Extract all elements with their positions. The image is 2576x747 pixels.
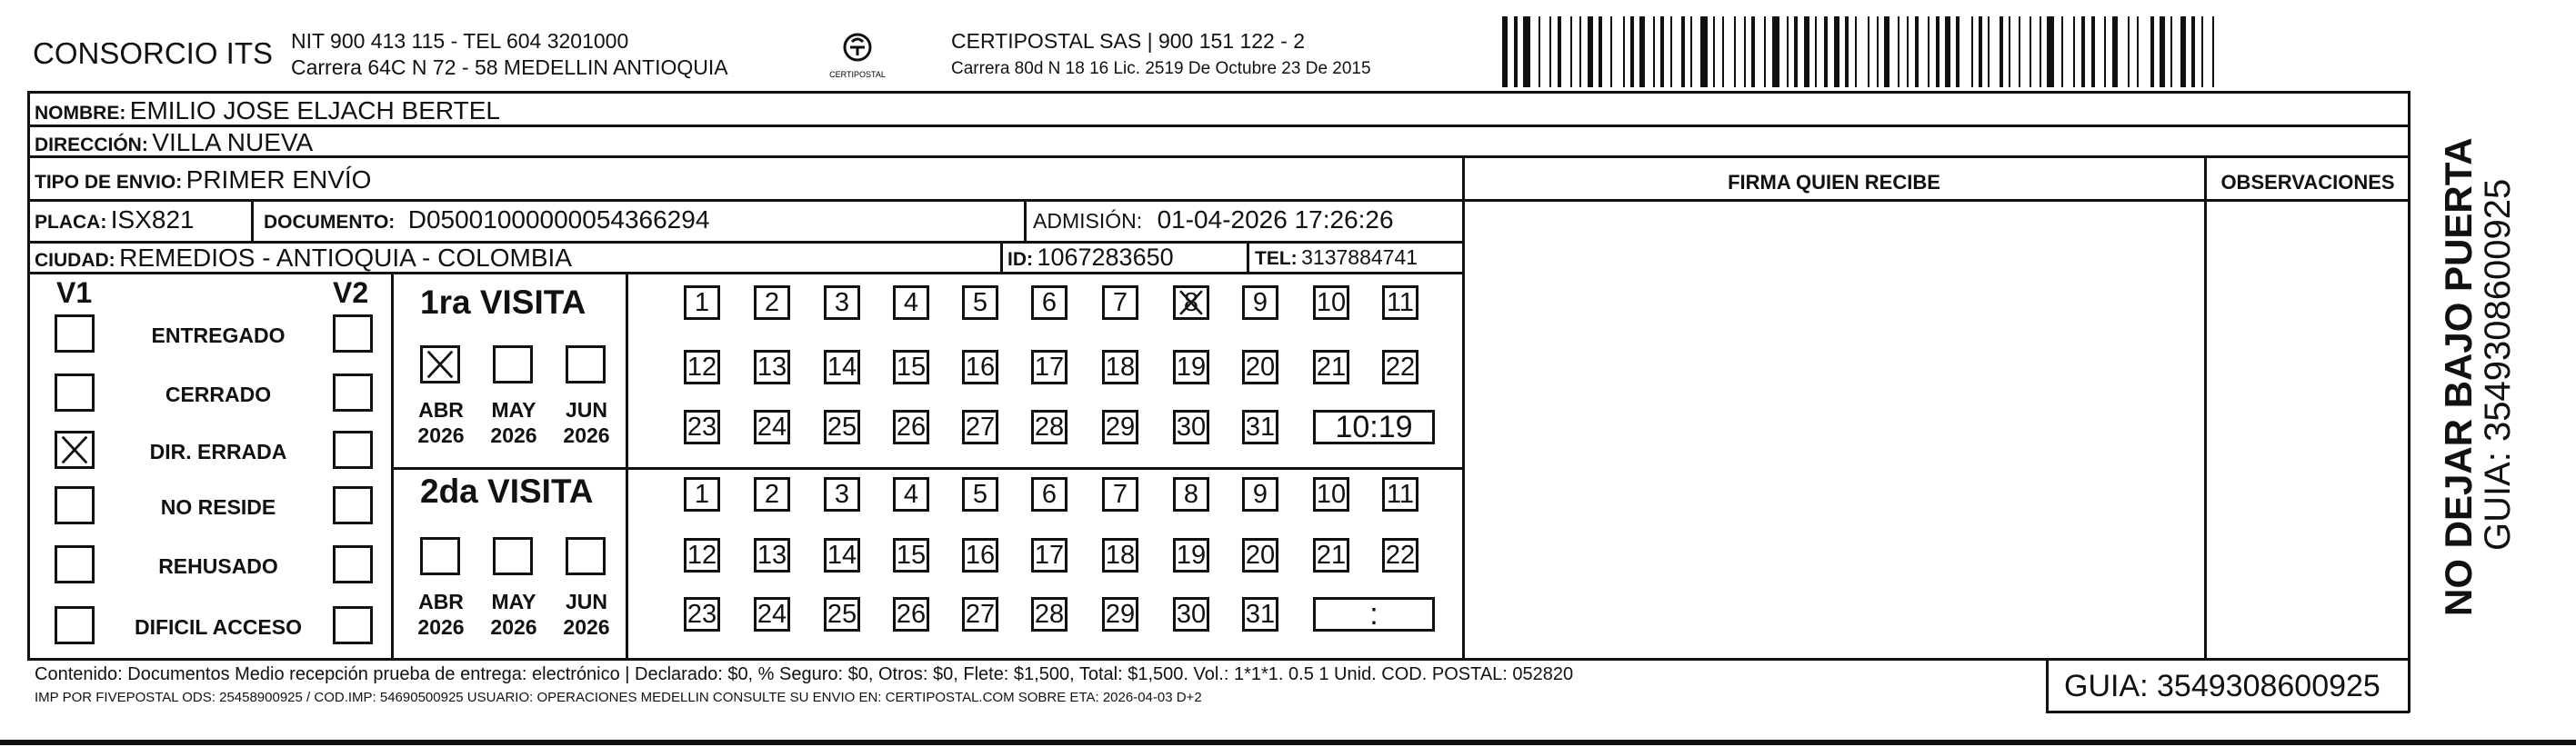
visit2-day-number: 25 (827, 599, 857, 629)
visit1-day-box (1173, 285, 1209, 320)
certipostal-logo-icon (826, 27, 889, 82)
visit1-day-box (824, 285, 860, 320)
admision-value: 01-04-2026 17:26:26 (1157, 205, 1394, 234)
ciudad-value: REMEDIOS - ANTIOQUIA - COLOMBIA (119, 244, 572, 272)
visit2-day-box (684, 538, 720, 573)
documento-field (264, 207, 709, 233)
visit1-day-box (1173, 410, 1209, 444)
visit1-day-box (1382, 350, 1418, 384)
visit2-day-number: 19 (1176, 540, 1207, 570)
v1-checkbox (55, 314, 95, 353)
admision-field (1033, 207, 1394, 233)
visit2-day-number: 2 (764, 479, 780, 509)
visit2-time-value: : (1369, 596, 1378, 632)
visit1-day-box (962, 350, 998, 384)
visit2-day-number: 30 (1176, 599, 1207, 629)
visit2-day-number: 1 (694, 479, 710, 509)
direccion-value: VILLA NUEVA (152, 128, 314, 156)
visit1-day-box (1242, 410, 1278, 444)
visit2-day-box (1242, 597, 1278, 632)
company-nit: NIT 900 413 115 - TEL 604 3201000 (291, 29, 629, 53)
documento-label: DOCUMENTO: (264, 212, 396, 233)
visit1-day-number: 18 (1105, 352, 1136, 382)
visit1-day-number: 24 (757, 412, 787, 442)
documento-value: D05001000000054366294 (407, 205, 710, 234)
visit1-day-number: 8 (1183, 287, 1199, 317)
visit2-day-box (1102, 597, 1138, 632)
v2-header: V2 (333, 276, 369, 309)
tel-label: TEL: (1255, 248, 1298, 269)
status-label: DIR. ERRADA (149, 440, 287, 463)
visit1-day-box (962, 285, 998, 320)
visit2-month-checkbox (566, 537, 606, 575)
status-label: DIFICIL ACCESO (134, 615, 302, 639)
visit2-day-box (1382, 538, 1418, 573)
visit2-day-box (1173, 538, 1209, 573)
visit1-time-box (1313, 410, 1435, 444)
v1-checkbox (55, 606, 95, 644)
visit1-day-number: 28 (1034, 412, 1065, 442)
visit1-month-label: ABR (418, 398, 464, 422)
visit1-day-number: 30 (1176, 412, 1207, 442)
visit2-day-number: 13 (757, 540, 787, 570)
visit2-day-box (893, 597, 929, 632)
v2-checkbox (333, 431, 373, 469)
visit1-day-box (684, 350, 720, 384)
visit2-day-number: 15 (896, 540, 927, 570)
visit2-day-box (1031, 477, 1067, 512)
visit2-time-box (1313, 597, 1435, 632)
nombre-label: NOMBRE: (35, 103, 126, 124)
v1-checkbox (55, 545, 95, 583)
visit2-year-label: 2026 (490, 615, 537, 639)
visit1-day-number: 14 (827, 352, 857, 382)
visit1-day-number: 3 (834, 287, 850, 317)
visit1-day-box (1102, 350, 1138, 384)
v1-header: V1 (56, 276, 93, 309)
visit2-month-label: JUN (565, 590, 607, 613)
placa-field (35, 207, 195, 233)
visit2-day-box (1242, 538, 1278, 573)
visit1-day-number: 2 (764, 287, 780, 317)
visit2-day-box (1173, 597, 1209, 632)
visit1-day-number: 26 (896, 412, 927, 442)
visit2-day-number: 22 (1385, 540, 1416, 570)
company-name: CONSORCIO ITS (33, 36, 274, 70)
visit1-day-number: 19 (1176, 352, 1207, 382)
visit1-day-box (1102, 285, 1138, 320)
visit2-day-box (1313, 477, 1349, 512)
company-address: Carrera 64C N 72 - 58 MEDELLIN ANTIOQUIA (291, 55, 728, 79)
visit1-day-box (684, 410, 720, 444)
visit1-day-number: 21 (1316, 352, 1347, 382)
v2-checkbox (333, 545, 373, 583)
barcode (1502, 16, 2230, 87)
admision-label: ADMISIÓN: (1033, 209, 1143, 233)
visit2-day-box (893, 477, 929, 512)
firma-header: FIRMA QUIEN RECIBE (1728, 171, 1940, 194)
visit1-day-number: 6 (1041, 287, 1057, 317)
nombre-field (35, 98, 500, 124)
visit1-day-box (1031, 285, 1067, 320)
visit2-day-box (893, 538, 929, 573)
visit1-day-number: 23 (687, 412, 717, 442)
visit2-year-label: 2026 (417, 615, 465, 639)
status-label: REHUSADO (158, 554, 278, 578)
visit1-day-box (893, 285, 929, 320)
ciudad-field (35, 245, 572, 271)
visit2-day-number: 3 (834, 479, 850, 509)
visit1-day-box (684, 285, 720, 320)
visit1-day-number: 5 (972, 287, 988, 317)
visit2-day-number: 21 (1316, 540, 1347, 570)
direccion-field (35, 130, 313, 155)
visit2-month-checkbox (493, 537, 533, 575)
visit1-day-box (1242, 350, 1278, 384)
visit2-day-number: 23 (687, 599, 717, 629)
visit1-day-box (1313, 350, 1349, 384)
carrier-address: Carrera 80d N 18 16 Lic. 2519 De Octubre 23 De 2015 (951, 59, 1371, 78)
id-label: ID: (1007, 249, 1033, 270)
visit1-day-number: 17 (1034, 352, 1065, 382)
visit2-year-label: 2026 (563, 615, 610, 639)
visit2-day-number: 17 (1034, 540, 1065, 570)
visit1-month-checkbox (420, 345, 460, 383)
visit2-day-number: 29 (1105, 599, 1136, 629)
visit2-month-label: MAY (491, 590, 536, 613)
visit1-day-number: 25 (827, 412, 857, 442)
visit1-month-checkbox (493, 345, 533, 383)
visit2-day-box (824, 538, 860, 573)
visit2-day-number: 10 (1316, 479, 1347, 509)
visit1-year-label: 2026 (563, 423, 610, 447)
visit1-day-box (893, 410, 929, 444)
placa-value: ISX821 (110, 205, 195, 234)
visit1-year-label: 2026 (490, 423, 537, 447)
visit2-day-box (1031, 538, 1067, 573)
visit1-day-number: 31 (1245, 412, 1276, 442)
tipo-envio-label: TIPO DE ENVIO: (35, 172, 183, 193)
visit2-day-number: 7 (1112, 479, 1128, 509)
v1-checkbox (55, 486, 95, 524)
visit2-day-box (1313, 538, 1349, 573)
v1-checkbox (55, 431, 95, 469)
visit1-day-number: 29 (1105, 412, 1136, 442)
visit2-day-number: 12 (687, 540, 717, 570)
visit1-day-number: 9 (1252, 287, 1268, 317)
visit1-day-box (1242, 285, 1278, 320)
tipo-envio-value: PRIMER ENVÍO (185, 165, 372, 194)
tel-field (1255, 247, 1418, 268)
visit2-month-label: ABR (418, 590, 464, 613)
side-guia: GUIA: 3549308600925 (2478, 178, 2518, 551)
visit2-day-number: 18 (1105, 540, 1136, 570)
visit2-day-box (962, 538, 998, 573)
visit1-day-box (1031, 410, 1067, 444)
no-dejar-bajo-puerta: NO DEJAR BAJO PUERTA (2437, 137, 2480, 616)
visit2-day-box (754, 477, 790, 512)
visit1-day-number: 12 (687, 352, 717, 382)
visit2-day-box (824, 477, 860, 512)
visit2-month-checkbox (420, 537, 460, 575)
visit1-time-value: 10:19 (1335, 409, 1413, 444)
footer-guia: GUIA: 3549308600925 (2064, 669, 2381, 703)
visit2-day-box (962, 477, 998, 512)
visit2-day-number: 14 (827, 540, 857, 570)
visit1-day-number: 11 (1386, 287, 1415, 317)
visit1-day-box (1031, 350, 1067, 384)
visit2-day-box (1173, 477, 1209, 512)
tipo-envio-field (35, 167, 371, 193)
visit1-day-number: 13 (757, 352, 787, 382)
observaciones-header: OBSERVACIONES (2220, 171, 2395, 194)
visit1-month-label: JUN (565, 398, 607, 422)
v2-checkbox (333, 314, 373, 353)
v2-checkbox (333, 606, 373, 644)
visit2-day-number: 9 (1252, 479, 1268, 509)
visit2-day-box (754, 597, 790, 632)
visit1-month-checkbox (566, 345, 606, 383)
visit1-day-box (893, 350, 929, 384)
visit1-day-box (824, 350, 860, 384)
nombre-value: EMILIO JOSE ELJACH BERTEL (129, 96, 500, 124)
visit2-day-number: 5 (972, 479, 988, 509)
id-value: 1067283650 (1037, 244, 1174, 271)
visit2-day-number: 16 (965, 540, 996, 570)
visit1-day-number: 10 (1316, 287, 1347, 317)
visit2-day-box (1031, 597, 1067, 632)
status-label: NO RESIDE (160, 495, 276, 519)
visit1-month-label: MAY (491, 398, 536, 422)
ciudad-label: CIUDAD: (35, 250, 115, 271)
visit1-day-number: 7 (1112, 287, 1128, 317)
visit2-day-number: 8 (1183, 479, 1199, 509)
visit1-day-box (1382, 285, 1418, 320)
visit1-day-box (754, 285, 790, 320)
visit2-day-box (1242, 477, 1278, 512)
visit2-day-box (684, 597, 720, 632)
visit2-day-number: 24 (757, 599, 787, 629)
footer-contenido: Contenido: Documentos Medio recepción prueba de entrega: electrónico | Declarado: $0, % Seguro: $0, Otros: $0, Flete: $1,500, Total: $1,500. Vol.: 1*1*1. 0.5 1 Unid. COD. POSTAL: 052820 (35, 664, 1574, 684)
visit1-day-box (754, 410, 790, 444)
svg-text:CERTIPOSTAL: CERTIPOSTAL (829, 70, 886, 79)
visit1-day-box (1102, 410, 1138, 444)
carrier-name: CERTIPOSTAL SAS | 900 151 122 - 2 (951, 29, 1306, 53)
visit1-day-box (1173, 350, 1209, 384)
visit2-day-number: 20 (1245, 540, 1276, 570)
visit2-day-box (1102, 538, 1138, 573)
visit2-day-number: 27 (965, 599, 996, 629)
visit1-title: 1ra VISITA (420, 284, 586, 321)
visit1-day-number: 15 (896, 352, 927, 382)
tel-value: 3137884741 (1301, 245, 1418, 269)
visit2-title: 2da VISITA (420, 473, 594, 510)
visit2-day-number: 26 (896, 599, 927, 629)
visit1-day-number: 22 (1385, 352, 1416, 382)
id-field (1007, 245, 1174, 270)
visit2-day-box (684, 477, 720, 512)
visit2-day-number: 4 (903, 479, 919, 509)
v2-checkbox (333, 486, 373, 524)
visit2-day-number: 28 (1034, 599, 1065, 629)
placa-label: PLACA: (35, 212, 107, 233)
visit2-day-box (1102, 477, 1138, 512)
visit2-day-box (1382, 477, 1418, 512)
footer-imp: IMP POR FIVEPOSTAL ODS: 25458900925 / COD.IMP: 54690500925 USUARIO: OPERACIONES MEDELLIN CONSULTE SU ENVIO EN: CERTIPOSTAL.COM SOBRE ETA: 2026-04-03 D+2 (35, 690, 1202, 705)
visit1-year-label: 2026 (417, 423, 465, 447)
v1-checkbox (55, 374, 95, 412)
visit2-day-box (824, 597, 860, 632)
visit1-day-number: 4 (903, 287, 919, 317)
v2-checkbox (333, 374, 373, 412)
status-label: CERRADO (165, 383, 272, 406)
visit1-day-number: 20 (1245, 352, 1276, 382)
visit1-day-box (1313, 285, 1349, 320)
visit1-day-box (754, 350, 790, 384)
direccion-label: DIRECCIÓN: (35, 134, 148, 155)
visit2-day-number: 31 (1245, 599, 1276, 629)
visit2-day-box (962, 597, 998, 632)
visit1-day-number: 1 (694, 287, 710, 317)
visit2-day-box (754, 538, 790, 573)
visit2-day-number: 6 (1041, 479, 1057, 509)
visit1-day-box (962, 410, 998, 444)
visit1-day-number: 27 (965, 412, 996, 442)
visit1-day-number: 16 (965, 352, 996, 382)
visit1-day-box (824, 410, 860, 444)
visit2-day-number: 11 (1386, 479, 1415, 509)
status-label: ENTREGADO (151, 324, 286, 347)
